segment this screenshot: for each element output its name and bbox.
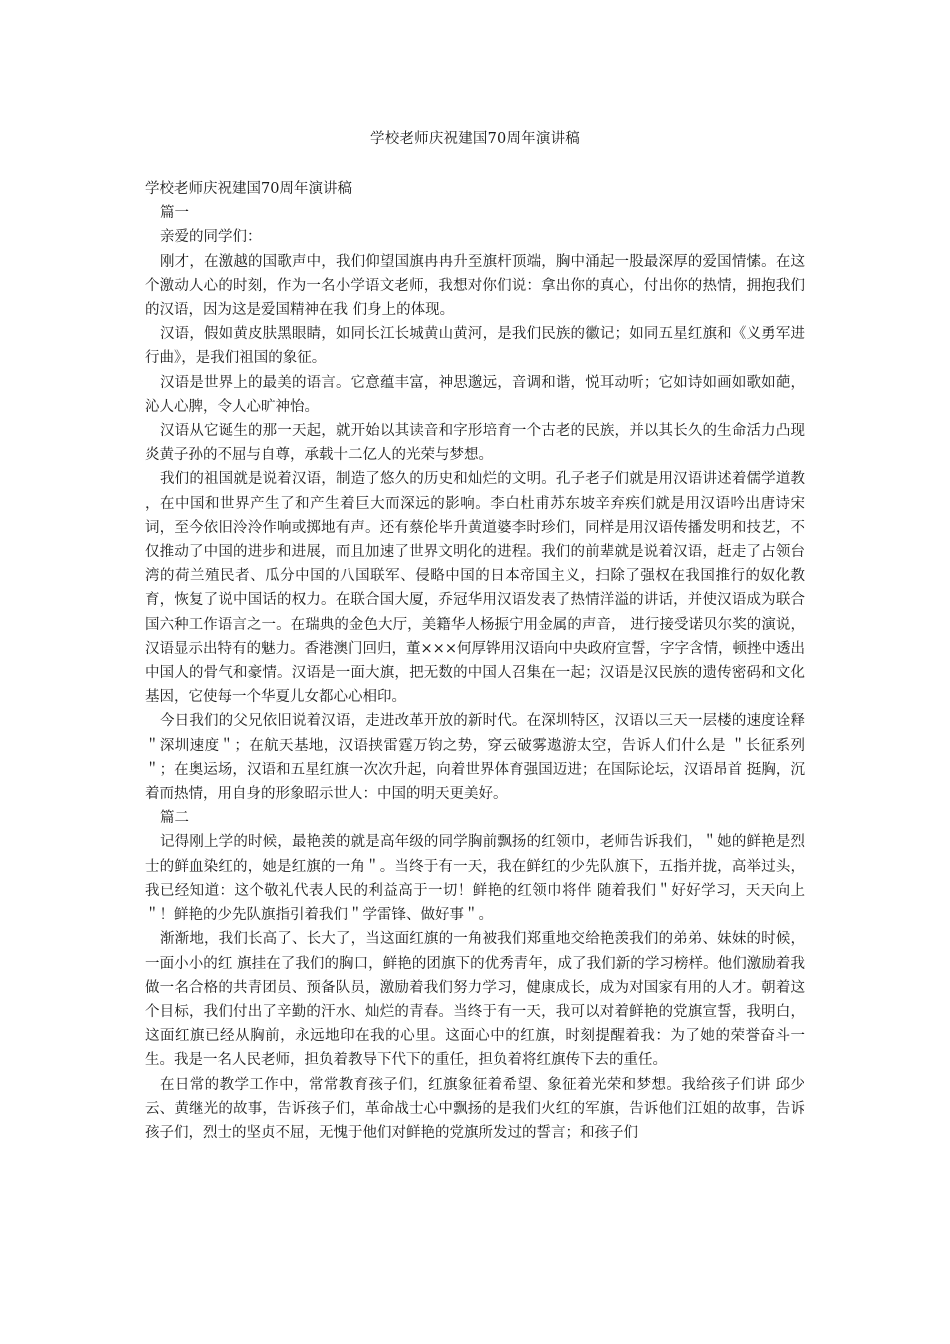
paragraph: 在日常的教学工作中，常常教育孩子们，红旗象征着希望、象征着光荣和梦想。我给孩子们讲 邱少云、黄继光的故事，告诉孩子们，革命战士心中飘扬的是我们火红的军旗，告诉他们江姐的故事，告诉孩子们，烈士的坚贞不屈，无愧于他们对鲜艳的党旗所发过的誓言；和孩子们 <box>145 1076 805 1141</box>
paragraph: 今日我们的父兄依旧说着汉语，走进改革开放的新时代。在深圳特区，汉语以三天一层楼的速度诠释 ＂深圳速度＂；在航天基地，汉语挟雷霆万钧之势，穿云破雾遨游太空，告诉人们什么是 ＂长征系列＂；在奥运场，汉语和五星红旗一次次升起，向着世界体育强国迈进；在国际论坛，汉语昂首 挺胸，沉着而热情，用自身的形象昭示世人：中国的明天更美好。 <box>145 713 805 803</box>
document-body <box>145 177 805 1145</box>
section-heading: 篇二 <box>160 810 189 827</box>
paragraph: 汉语是世界上的最美的语言。它意蕴丰富，神思邈远，音调和谐，悦耳动听；它如诗如画如歌如葩，沁人心脾，令人心旷神怡。 <box>145 374 805 415</box>
paragraph: 刚才，在激越的国歌声中，我们仰望国旗冉冉升至旗杆顶端，胸中涌起一股最深厚的爱国情愫。在这个激动人心的时刻，作为一名小学语文老师，我想对你们说：拿出你的真心，付出你的热情，拥抱我们的汉语，因为这是爱国精神在我 们身上的体现。 <box>145 253 805 319</box>
paragraph: 渐渐地，我们长高了、长大了，当这面红旗的一角被我们郑重地交给艳羡我们的弟弟、妹妹的时候，一面小小的红 旗挂在了我们的胸口，鲜艳的团旗下的优秀青年，成了我们新的学习榜样。他们激励着我做一名合格的共青团员、预备队员，激励着我们努力学习，健康成长，成为对国家有用的人才。朝着这个目标，我们付出了辛勤的汗水、灿烂的青春。当终于有一天，我可以对着鲜艳的党旗宣誓，我明白，这面红旗已经从胸前，永远地印在我的心里。这面心中的红旗，时刻提醒着我：为了她的荣誉奋斗一生。我是一名人民老师，担负着教导下代下的重任，担负着将红旗传下去的重任。 <box>145 931 805 1069</box>
paragraph: 汉语从它诞生的那一天起，就开始以其读音和字形培育一个古老的民族，并以其长久的生命活力凸现炎黄子孙的不屈与自尊，承载十二亿人的光荣与梦想。 <box>145 423 805 464</box>
paragraph: 汉语，假如黄皮肤黑眼睛，如同长江长城黄山黄河，是我们民族的徽记；如同五星红旗和《义勇军进行曲》，是我们祖国的象征。 <box>145 326 805 367</box>
page-title: 学校老师庆祝建国70周年演讲稿 <box>370 131 580 147</box>
document-subtitle: 学校老师庆祝建国70周年演讲稿 <box>145 181 352 197</box>
paragraph: 记得刚上学的时候，最艳羡的就是高年级的同学胸前飘扬的红领巾，老师告诉我们，＂她的鲜艳是烈士的鲜血染红的，她是红旗的一角＂。当终于有一天，我在鲜红的少先队旗下，五指并拢，高举过头，我已经知道：这个敬礼代表人民的利益高于一切！鲜艳的红领巾将伴 随着我们＂好好学习，天天向上＂！鲜艳的少先队旗指引着我们＂学雷锋、做好事＂。 <box>145 834 805 924</box>
paragraph: 我们的祖国就是说着汉语，制造了悠久的历史和灿烂的文明。孔子老子们就是用汉语讲述着儒学道教 ，在中国和世界产生了和产生着巨大而深远的影响。李白杜甫苏东坡辛弃疾们就是用汉语吟出唐诗宋词，至今依旧泠泠作响或掷地有声。还有蔡伦毕升黄道婆李时珍们，同样是用汉语传播发明和技艺，不仅推动了中国的进步和进展，而且加速了世界文明化的进程。我们的前辈就是说着汉语，赶走了占领台湾的荷兰殖民者、瓜分中国的八国联军、侵略中国的日本帝国主义，扫除了强权在我国推行的奴化教育，恢复了说中国话的权力。在联合国大厦，乔冠华用汉语发表了热情洋溢的讲话，并使汉语成为联合国六种工作语言之一。在瑞典的金色大厅，美籍华人杨振宁用金属的声音， 进行接受诺贝尔奖的演说，汉语显示出特有的魅力。香港澳门回归，董×××何厚铧用汉语向中央政府宣誓，字字含情，顿挫中透出中国人的骨气和豪情。汉语是一面大旗，把无数的中国人召集在一起；汉语是汉民族的遗传密码和文化基因，它使每一个华夏儿女都心心相印。 <box>145 471 805 706</box>
salutation: 亲爱的同学们： <box>160 229 262 246</box>
section-heading: 篇一 <box>160 205 189 222</box>
